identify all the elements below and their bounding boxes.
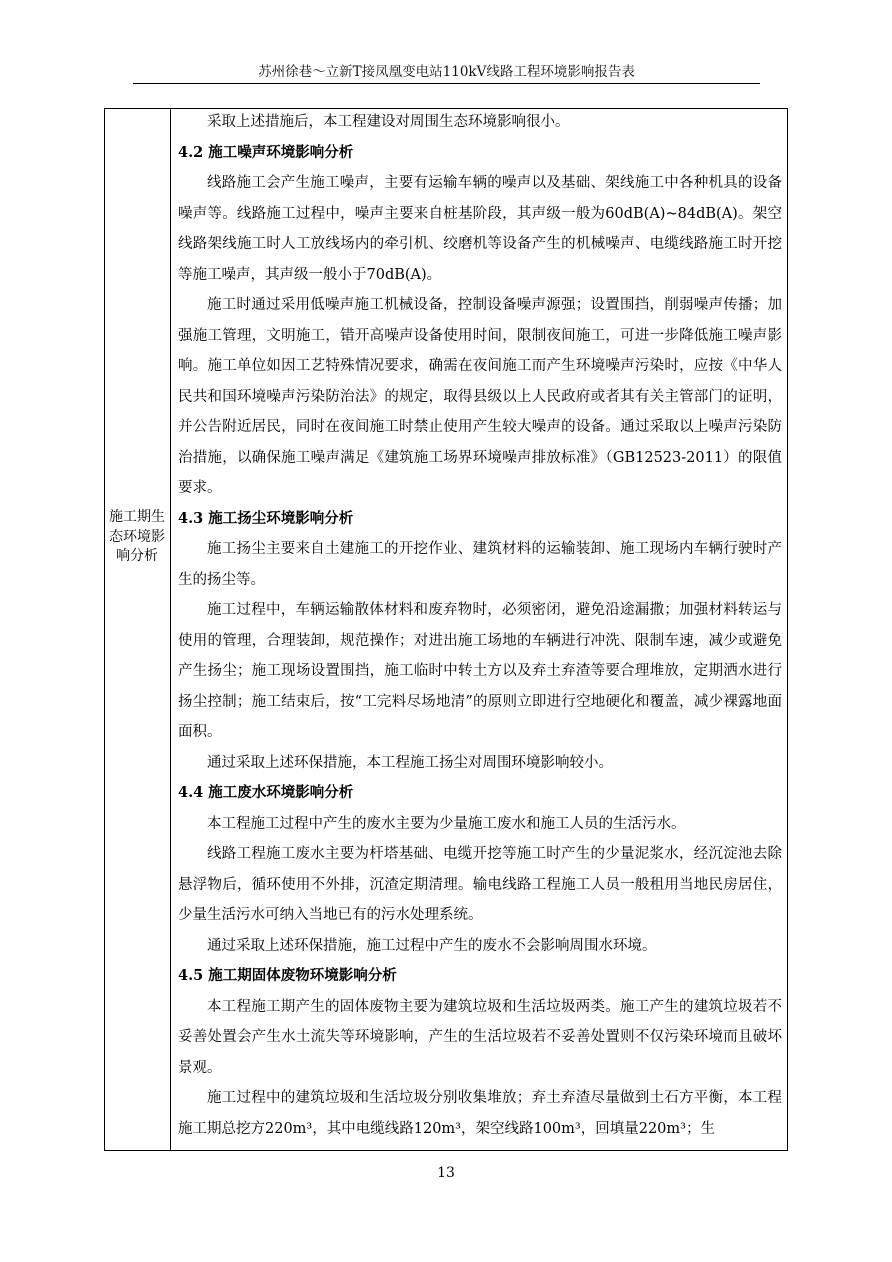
page-number: 13 xyxy=(437,1165,455,1181)
paragraph: 线路施工会产生施工噪声，主要有运输车辆的噪声以及基础、架线施工中各种机具的设备噪声等。线路施工过程中，噪声主要来自桩基阶段，其声级一般为60dB(A)~84dB(A)。架空线路架线施工时人工放线场内的牵引机、绞磨机等设备产生的机械噪声、电缆线路施工时开挖等施工噪声，其声级一般小于70dB(A)。 xyxy=(178,175,782,283)
section-heading: 4.5 施工期固体废物环境影响分析 xyxy=(178,967,397,984)
paragraph: 本工程施工过程中产生的废水主要为少量施工废水和施工人员的生活污水。 xyxy=(207,815,686,832)
section-heading: 4.2 施工噪声环境影响分析 xyxy=(178,143,354,161)
paragraph: 通过采取上述环保措施，本工程施工扬尘对周围环境影响较小。 xyxy=(207,754,613,771)
paragraph: 采取上述措施后，本工程建设对周围生态环境影响很小。 xyxy=(207,114,570,130)
paragraph: 通过采取上述环保措施，施工过程中产生的废水不会影响周围水环境。 xyxy=(207,937,657,954)
header-rule xyxy=(133,83,760,84)
paragraph: 施工扬尘主要来自土建施工的开挖作业、建筑材料的运输装卸、施工现场内车辆行驶时产生的扬尘等。 xyxy=(178,541,782,588)
paragraph: 施工过程中的建筑垃圾和生活垃圾分别收集堆放；弃土弃渣尽量做到土石方平衡，本工程施工期总挖方220m³，其中电缆线路120m³，架空线路100m³，回填量220m³；生 xyxy=(178,1090,782,1137)
paragraph: 本工程施工期产生的固体废物主要为建筑垃圾和生活垃圾两类。施工产生的建筑垃圾若不妥善处置会产生水土流失等环境影响，产生的生活垃圾若不妥善处置则不仅污染环境而且破坏景观。 xyxy=(178,998,782,1076)
content-cell xyxy=(178,107,782,1144)
paragraph: 施工时通过采用低噪声施工机械设备，控制设备噪声源强；设置围挡，削弱噪声传播；加强施工管理，文明施工，错开高噪声设备使用时间，限制夜间施工，可进一步降低施工噪声影响。施工单位如因工艺特殊情况要求，确需在夜间施工而产生环境噪声污染时，应按《中华人民共和国环境噪声污染防治法》的规定，取得县级以上人民政府或者其有关主管部门的证明，并公告附近居民，同时在夜间施工时禁止使用产生较大噪声的设备。通过采取以上噪声污染防治措施，以确保施工噪声满足《建筑施工场界环境噪声排放标准》（GB12523-2011）的限值要求。 xyxy=(178,297,782,496)
row-label: 施工期生 态环境影 响分析 xyxy=(109,509,165,564)
row-label-cell xyxy=(104,508,170,567)
table-column-divider xyxy=(170,108,171,1151)
section-heading: 4.3 施工扬尘环境影响分析 xyxy=(178,509,354,527)
paragraph: 线路工程施工废水主要为杆塔基础、电缆开挖等施工时产生的少量泥浆水，经沉淀池去除悬浮物后，循环使用不外排，沉渣定期清理。输电线路工程施工人员一般租用当地民房居住，少量生活污水可纳入当地已有的污水处理系统。 xyxy=(178,846,782,923)
page-header-title: 苏州徐巷～立新T接凤凰变电站110kV线路工程环境影响报告表 xyxy=(258,64,635,80)
paragraph: 施工过程中，车辆运输散体材料和废弃物时，必须密闭，避免沿途漏撒；加强材料转运与使用的管理，合理装卸，规范操作；对进出施工场地的车辆进行冲洗、限制车速，减少或避免产生扬尘；施工现场设置围挡，施工临时中转土方以及弃土弃渣等要合理堆放，定期洒水进行扬尘控制；施工结束后，按“工完料尽场地清”的原则立即进行空地硬化和覆盖，减少裸露地面面积。 xyxy=(178,602,782,740)
section-heading: 4.4 施工废水环境影响分析 xyxy=(178,784,354,801)
